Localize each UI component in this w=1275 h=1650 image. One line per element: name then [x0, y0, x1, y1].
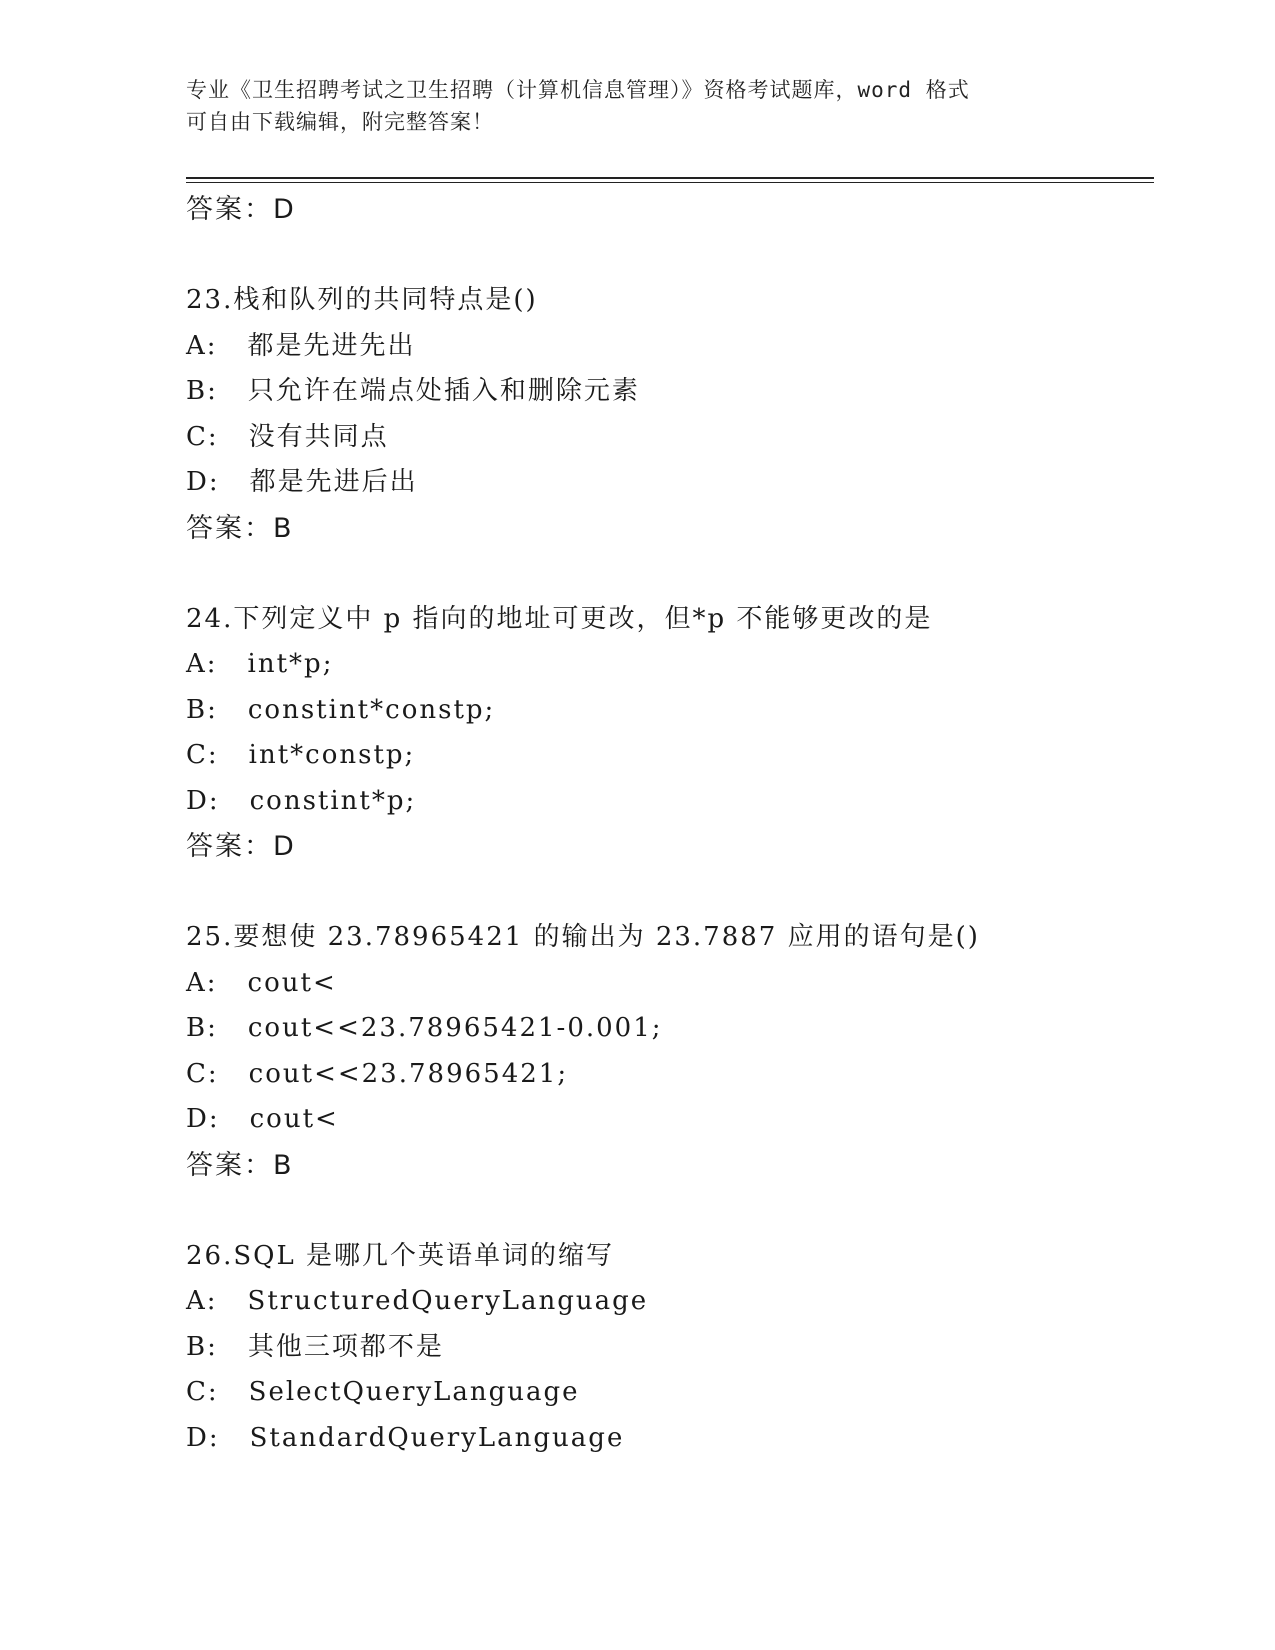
document-header	[186, 74, 1086, 138]
option-label: C:	[186, 740, 219, 770]
option-label: A:	[186, 1286, 218, 1316]
option-text: StructuredQueryLanguage	[247, 1286, 649, 1316]
option-label: A:	[186, 649, 218, 679]
option-label: A:	[186, 967, 218, 998]
option-text: int*p;	[247, 649, 334, 679]
answer-line: 答案：B	[186, 1149, 294, 1181]
option-label: D:	[186, 785, 220, 816]
option-line	[186, 1097, 1146, 1143]
option-label: B:	[186, 694, 218, 725]
option-label: A:	[186, 330, 218, 361]
option-text: StandardQueryLanguage	[249, 1422, 625, 1453]
option-label: C:	[186, 1058, 219, 1089]
option-line	[186, 415, 1146, 461]
option-text: cout<<23.78965421;	[248, 1058, 569, 1089]
option-text: constint*constp;	[247, 694, 496, 725]
question-stem: 24.下列定义中 p 指向的地址可更改，但*p 不能够更改的是	[186, 603, 933, 634]
question-list	[186, 187, 1146, 1461]
question-stem: 25.要想使 23.78965421 的输出为 23.7887 应用的语句是()	[186, 922, 980, 952]
option-text: 只允许在端点处插入和删除元素	[247, 376, 640, 406]
option-text: cout<<23.78965421-0.001;	[247, 1013, 663, 1043]
option-line	[186, 1416, 1146, 1462]
header-line-2: 可自由下载编辑，附完整答案！	[186, 110, 494, 134]
option-line	[186, 1006, 1146, 1052]
option-line	[186, 733, 1146, 779]
option-label: C:	[186, 1377, 219, 1407]
option-text: cout<	[249, 1104, 339, 1134]
question-block	[186, 1234, 1146, 1462]
answer-line: 答案：D	[186, 831, 296, 862]
option-line	[186, 961, 1146, 1007]
option-text: 其他三项都不是	[247, 1331, 444, 1362]
option-label: D:	[186, 1422, 220, 1453]
option-label: D:	[186, 467, 220, 497]
option-text: cout<	[247, 967, 337, 998]
option-text: SelectQueryLanguage	[248, 1377, 580, 1407]
option-text: 都是先进先出	[247, 330, 416, 361]
answer-line: 答案：B	[186, 512, 294, 544]
question-block	[186, 597, 1146, 870]
option-line	[186, 1279, 1146, 1325]
option-text: constint*p;	[249, 785, 417, 816]
option-line	[186, 369, 1146, 415]
header-rule	[186, 177, 1154, 179]
option-label: B:	[186, 1013, 218, 1043]
header-line-1: 专业《卫生招聘考试之卫生招聘（计算机信息管理）》资格考试题库，word 格式	[186, 78, 970, 102]
header-rule-thin	[186, 182, 1154, 183]
answer-line: 答案：D	[186, 194, 296, 225]
option-label: B:	[186, 1331, 218, 1362]
question-stem: 23.栈和队列的共同特点是()	[186, 285, 538, 315]
option-line	[186, 688, 1146, 734]
option-label: B:	[186, 376, 218, 406]
question-stem: 26.SQL 是哪几个英语单词的缩写	[186, 1240, 615, 1271]
option-line	[186, 1325, 1146, 1371]
option-line	[186, 1370, 1146, 1416]
question-block	[186, 278, 1146, 551]
option-text: 没有共同点	[248, 421, 389, 452]
option-text: int*constp;	[248, 740, 416, 770]
option-line	[186, 1052, 1146, 1098]
option-line	[186, 642, 1146, 688]
option-text: 都是先进后出	[249, 467, 418, 497]
option-label: D:	[186, 1104, 220, 1134]
option-line	[186, 460, 1146, 506]
option-line	[186, 779, 1146, 825]
question-block	[186, 915, 1146, 1188]
option-line	[186, 324, 1146, 370]
option-label: C:	[186, 421, 219, 452]
